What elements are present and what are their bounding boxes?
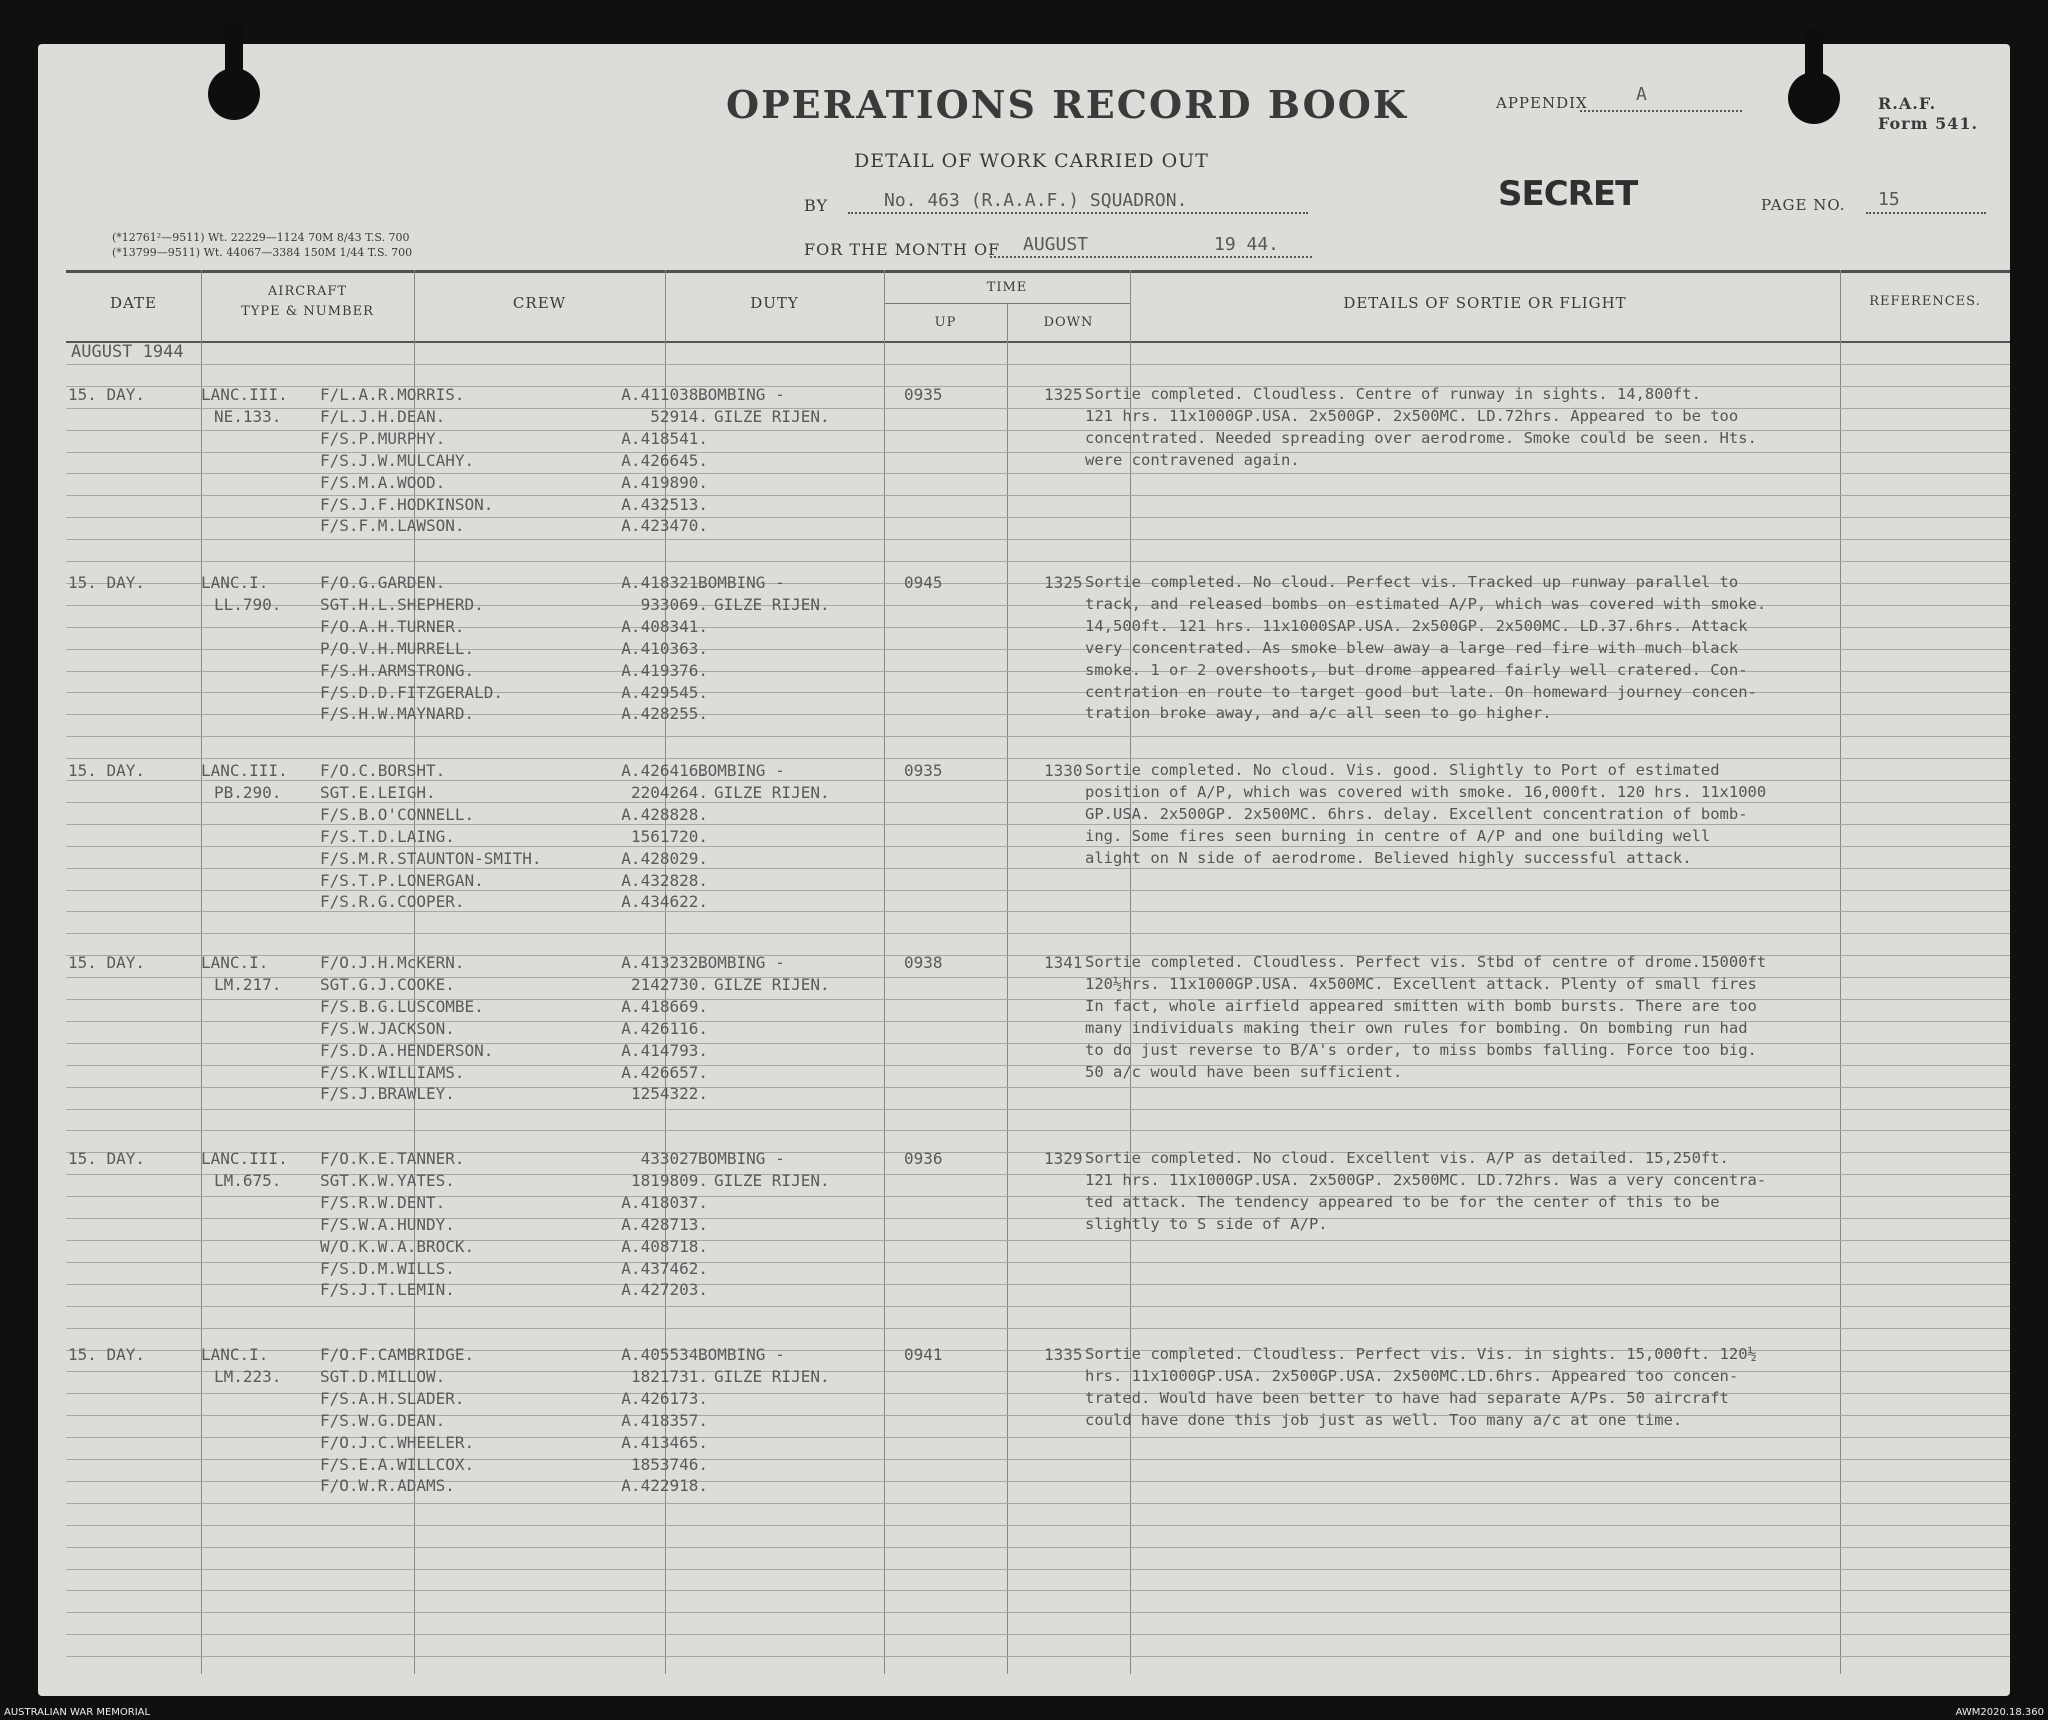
ruled-line xyxy=(66,1590,2010,1591)
duty-target: GILZE RIJEN. xyxy=(714,407,830,426)
secret-stamp: SECRET xyxy=(1498,174,1638,214)
crew-member: SGT.E.LEIGH. xyxy=(320,783,436,802)
page-no-dotted-line xyxy=(1866,212,1986,214)
crew-member: P/O.V.H.MURRELL. xyxy=(320,639,475,658)
service-number: A.428029. xyxy=(621,849,708,868)
crew-member: F/S.M.R.STAUNTON-SMITH. xyxy=(320,849,542,868)
crew-member: SGT.D.MILLOW. xyxy=(320,1367,446,1386)
month-label: FOR THE MONTH OF xyxy=(804,240,1001,259)
service-number: A.419376. xyxy=(621,661,708,680)
sortie-detail-line: Sortie completed. No cloud. Excellent vis. A/P as detailed. 15,250ft. xyxy=(1085,1149,1729,1167)
time-up: 0938 xyxy=(904,953,943,972)
service-number: 2204264. xyxy=(630,783,708,802)
page-title: OPERATIONS RECORD BOOK xyxy=(726,82,1408,127)
time-up: 0936 xyxy=(904,1149,943,1168)
crew-member: F/S.P.MURPHY. xyxy=(320,429,446,448)
time-up: 0935 xyxy=(904,761,943,780)
ruled-line xyxy=(66,539,2010,540)
entry-date: 15. DAY. xyxy=(68,1149,146,1168)
crew-member: F/S.J.T.LEMIN. xyxy=(320,1280,455,1299)
sortie-detail-line: hrs. 11x1000GP.USA. 2x500GP.USA. 2x500MC.LD.6hrs. Appeared too concen- xyxy=(1085,1367,1739,1385)
sortie-detail-line: trated. Would have been better to have had separate A/Ps. 50 aircraft xyxy=(1085,1389,1729,1407)
service-number: A.423470. xyxy=(621,516,708,535)
appendix-label: APPENDIX xyxy=(1496,94,1588,112)
crew-member: F/L.A.R.MORRIS. xyxy=(320,385,465,404)
ruled-line xyxy=(66,933,2010,934)
crew-member: F/S.H.W.MAYNARD. xyxy=(320,704,475,723)
by-dotted-line xyxy=(848,212,1308,214)
sortie-detail-line: In fact, whole airfield appeared smitten with bomb bursts. There are too xyxy=(1085,997,1757,1015)
service-number: A.426116. xyxy=(621,1019,708,1038)
sortie-detail-line: centration en route to target good but late. On homeward journey concen- xyxy=(1085,683,1757,701)
crew-member: F/O.K.E.TANNER. xyxy=(320,1149,465,1168)
aircraft-type: LANC.III. xyxy=(201,761,288,780)
sortie-detail-line: tration broke away, and a/c all seen to go higher. xyxy=(1085,704,1552,722)
service-number: A.422918. xyxy=(621,1476,708,1495)
form-label-line2: Form 541. xyxy=(1878,114,1979,133)
crew-member: F/O.F.CAMBRIDGE. xyxy=(320,1345,475,1364)
page-no-label: PAGE NO. xyxy=(1761,196,1846,214)
sortie-detail-line: position of A/P, which was covered with smoke. 16,000ft. 120 hrs. 11x1000 xyxy=(1085,783,1767,801)
col-divider-duty xyxy=(884,270,885,1674)
service-number: A.411038. xyxy=(621,385,708,404)
crew-member: F/O.W.R.ADAMS. xyxy=(320,1476,455,1495)
duty-line: BOMBING - xyxy=(698,385,785,404)
ruled-line xyxy=(66,1328,2010,1329)
ruled-line xyxy=(66,1634,2010,1635)
service-number: A.426416. xyxy=(621,761,708,780)
ruled-line xyxy=(66,736,2010,737)
print-code-line1: (*12761²—9511) Wt. 22229—1124 70M 8/43 T.S. 700 xyxy=(112,231,410,244)
print-code-line2: (*13799—9511) Wt. 44067—3384 150M 1/44 T.S. 700 xyxy=(112,246,413,259)
sortie-detail-line: alight on N side of aerodrome. Believed highly successful attack. xyxy=(1085,849,1692,867)
crew-member: F/S.W.A.HUNDY. xyxy=(320,1215,455,1234)
aircraft-type: LANC.I. xyxy=(201,1345,269,1364)
duty-line: BOMBING - xyxy=(698,1345,785,1364)
duty-line: BOMBING - xyxy=(698,761,785,780)
crew-member: F/S.B.G.LUSCOMBE. xyxy=(320,997,484,1016)
entry-date: 15. DAY. xyxy=(68,761,146,780)
service-number: A.434622. xyxy=(621,892,708,911)
binder-hole-right xyxy=(1788,72,1840,124)
entry-date: 15. DAY. xyxy=(68,1345,146,1364)
ruled-line xyxy=(66,1130,2010,1131)
time-down: 1330 xyxy=(1044,761,1083,780)
sortie-detail-line: to do just reverse to B/A's order, to miss bombs falling. Force too big. xyxy=(1085,1041,1757,1059)
service-number: A.418541. xyxy=(621,429,708,448)
ruled-line xyxy=(66,1547,2010,1548)
service-number: 1821731. xyxy=(630,1367,708,1386)
sortie-detail-line: Sortie completed. No cloud. Vis. good. Slightly to Port of estimated xyxy=(1085,761,1720,779)
service-number: 1561720. xyxy=(630,827,708,846)
sortie-detail-line: 50 a/c would have been sufficient. xyxy=(1085,1063,1403,1081)
header-time: TIME xyxy=(986,280,1028,295)
sortie-detail-line: were contravened again. xyxy=(1085,451,1300,469)
ruled-line xyxy=(66,1109,2010,1110)
by-label: BY xyxy=(804,196,829,215)
aircraft-number: PB.290. xyxy=(214,783,282,802)
header-bottom-border xyxy=(66,341,2010,343)
record-sheet xyxy=(38,44,2010,1696)
service-number: A.426173. xyxy=(621,1389,708,1408)
ruled-line xyxy=(66,1612,2010,1613)
service-number: A.408341. xyxy=(621,617,708,636)
footer-credit: AUSTRALIAN WAR MEMORIAL xyxy=(4,1707,151,1718)
ruled-line xyxy=(66,1525,2010,1526)
crew-member: F/S.K.WILLIAMS. xyxy=(320,1063,465,1082)
duty-target: GILZE RIJEN. xyxy=(714,595,830,614)
service-number: A.426645. xyxy=(621,451,708,470)
aircraft-number: LM.217. xyxy=(214,975,282,994)
service-number: A.418321. xyxy=(621,573,708,592)
crew-member: F/S.B.O'CONNELL. xyxy=(320,805,475,824)
service-number: A.405534. xyxy=(621,1345,708,1364)
crew-member: W/O.K.W.A.BROCK. xyxy=(320,1237,475,1256)
year-value: 19 44. xyxy=(1214,234,1280,255)
month-value: AUGUST xyxy=(1023,234,1089,255)
sortie-detail-line: Sortie completed. Cloudless. Perfect vis. Stbd of centre of drome.15000ft xyxy=(1085,953,1767,971)
sortie-detail-line: Sortie completed. No cloud. Perfect vis. Tracked up runway parallel to xyxy=(1085,573,1739,591)
service-number: 2142730. xyxy=(630,975,708,994)
time-up: 0945 xyxy=(904,573,943,592)
service-number: A.408718. xyxy=(621,1237,708,1256)
service-number: 433027. xyxy=(640,1149,708,1168)
sortie-detail-line: track, and released bombs on estimated A/P, which was covered with smoke. xyxy=(1085,595,1767,613)
aircraft-number: LL.790. xyxy=(214,595,282,614)
crew-member: F/S.D.D.FITZGERALD. xyxy=(320,683,504,702)
service-number: A.418037. xyxy=(621,1193,708,1212)
aircraft-number: NE.133. xyxy=(214,407,282,426)
crew-member: F/S.R.W.DENT. xyxy=(320,1193,446,1212)
crew-member: F/S.W.JACKSON. xyxy=(320,1019,455,1038)
crew-member: F/S.D.M.WILLS. xyxy=(320,1259,455,1278)
service-number: 1819809. xyxy=(630,1171,708,1190)
service-number: A.428255. xyxy=(621,704,708,723)
col-divider-up xyxy=(1007,303,1008,1674)
service-number: A.427203. xyxy=(621,1280,708,1299)
header-aircraft: AIRCRAFT xyxy=(267,284,348,299)
crew-member: F/S.M.A.WOOD. xyxy=(320,473,446,492)
crew-member: F/S.D.A.HENDERSON. xyxy=(320,1041,494,1060)
crew-member: SGT.G.J.COOKE. xyxy=(320,975,455,994)
sortie-detail-line: could have done this job just as well. Too many a/c at one time. xyxy=(1085,1411,1683,1429)
header-duty: DUTY xyxy=(750,294,799,312)
entry-date: 15. DAY. xyxy=(68,573,146,592)
sortie-detail-line: ted attack. The tendency appeared to be for the center of this to be xyxy=(1085,1193,1720,1211)
page-subtitle: DETAIL OF WORK CARRIED OUT xyxy=(854,150,1209,172)
time-down: 1341 xyxy=(1044,953,1083,972)
crew-member: F/S.T.P.LONERGAN. xyxy=(320,871,484,890)
time-up: 0941 xyxy=(904,1345,943,1364)
header-aircraft-type: TYPE & NUMBER xyxy=(241,304,374,319)
duty-line: BOMBING - xyxy=(698,1149,785,1168)
entry-date: 15. DAY. xyxy=(68,953,146,972)
crew-member: SGT.K.W.YATES. xyxy=(320,1171,455,1190)
aircraft-number: LM.223. xyxy=(214,1367,282,1386)
ruled-line xyxy=(66,364,2010,365)
crew-member: F/S.H.ARMSTRONG. xyxy=(320,661,475,680)
header-details: DETAILS OF SORTIE OR FLIGHT xyxy=(1343,294,1627,312)
header-time-down: DOWN xyxy=(1043,315,1094,330)
crew-member: F/S.J.W.MULCAHY. xyxy=(320,451,475,470)
service-number: A.432828. xyxy=(621,871,708,890)
service-number: A.432513. xyxy=(621,495,708,514)
crew-member: F/O.J.C.WHEELER. xyxy=(320,1433,475,1452)
service-number: A.418357. xyxy=(621,1411,708,1430)
duty-line: BOMBING - xyxy=(698,573,785,592)
crew-member: F/O.G.GARDEN. xyxy=(320,573,446,592)
time-down: 1325 xyxy=(1044,573,1083,592)
service-number: 52914. xyxy=(650,407,708,426)
duty-target: GILZE RIJEN. xyxy=(714,1367,830,1386)
time-down: 1325 xyxy=(1044,385,1083,404)
ruled-line xyxy=(66,1569,2010,1570)
crew-member: F/S.R.G.COOPER. xyxy=(320,892,465,911)
sortie-detail-line: 120½hrs. 11x1000GP.USA. 4x500MC. Excellent attack. Plenty of small fires xyxy=(1085,975,1757,993)
page-no-value: 15 xyxy=(1878,189,1900,210)
form-label-line1: R.A.F. xyxy=(1878,94,1937,113)
sortie-detail-line: ing. Some fires seen burning in centre of A/P and one building well xyxy=(1085,827,1711,845)
ruled-line xyxy=(66,1306,2010,1307)
service-number: A.428713. xyxy=(621,1215,708,1234)
sortie-detail-line: 14,500ft. 121 hrs. 11x1000SAP.USA. 2x500GP. 2x500MC. LD.37.6hrs. Attack xyxy=(1085,617,1748,635)
sortie-detail-line: very concentrated. As smoke blew away a large red fire with much black xyxy=(1085,639,1739,657)
time-down: 1329 xyxy=(1044,1149,1083,1168)
ruled-line xyxy=(66,758,2010,759)
sortie-detail-line: GP.USA. 2x500GP. 2x500MC. 6hrs. delay. Excellent concentration of bomb- xyxy=(1085,805,1748,823)
time-down: 1335 xyxy=(1044,1345,1083,1364)
service-number: 1853746. xyxy=(630,1455,708,1474)
aircraft-type: LANC.I. xyxy=(201,953,269,972)
sortie-detail-line: concentrated. Needed spreading over aerodrome. Smoke could be seen. Hts. xyxy=(1085,429,1757,447)
header-date: DATE xyxy=(110,294,157,312)
service-number: A.437462. xyxy=(621,1259,708,1278)
service-number: A.414793. xyxy=(621,1041,708,1060)
crew-member: F/S.A.H.SLADER. xyxy=(320,1389,465,1408)
service-number: A.429545. xyxy=(621,683,708,702)
duty-target: GILZE RIJEN. xyxy=(714,1171,830,1190)
service-number: A.413232. xyxy=(621,953,708,972)
aircraft-type: LANC.III. xyxy=(201,385,288,404)
crew-member: F/O.C.BORSHT. xyxy=(320,761,446,780)
ruled-line xyxy=(66,1503,2010,1504)
duty-target: GILZE RIJEN. xyxy=(714,975,830,994)
service-number: A.410363. xyxy=(621,639,708,658)
table-top-border xyxy=(66,270,2010,273)
sortie-detail-line: many individuals making their own rules for bombing. On bombing run had xyxy=(1085,1019,1748,1037)
crew-member: F/L.J.H.DEAN. xyxy=(320,407,446,426)
crew-member: F/S.W.G.DEAN. xyxy=(320,1411,446,1430)
month-dotted-line xyxy=(990,256,1312,258)
entry-date: 15. DAY. xyxy=(68,385,146,404)
crew-member: F/O.J.H.McKERN. xyxy=(320,953,465,972)
crew-member: F/O.A.H.TURNER. xyxy=(320,617,465,636)
crew-member: F/S.J.BRAWLEY. xyxy=(320,1084,455,1103)
header-references: REFERENCES. xyxy=(1869,294,1981,309)
duty-line: BOMBING - xyxy=(698,953,785,972)
sortie-detail-line: Sortie completed. Cloudless. Perfect vis. Vis. in sights. 15,000ft. 120½ xyxy=(1085,1345,1757,1363)
aircraft-type: LANC.I. xyxy=(201,573,269,592)
time-up: 0935 xyxy=(904,385,943,404)
aircraft-type: LANC.III. xyxy=(201,1149,288,1168)
crew-member: F/S.T.D.LAING. xyxy=(320,827,455,846)
crew-member: F/S.E.A.WILLCOX. xyxy=(320,1455,475,1474)
service-number: 1254322. xyxy=(630,1084,708,1103)
duty-target: GILZE RIJEN. xyxy=(714,783,830,802)
service-number: A.426657. xyxy=(621,1063,708,1082)
section-label-month: AUGUST 1944 xyxy=(71,342,184,362)
service-number: A.428828. xyxy=(621,805,708,824)
service-number: A.419890. xyxy=(621,473,708,492)
crew-member: SGT.H.L.SHEPHERD. xyxy=(320,595,484,614)
aircraft-number: LM.675. xyxy=(214,1171,282,1190)
ruled-line xyxy=(66,1656,2010,1657)
appendix-dotted-line xyxy=(1580,110,1742,112)
sortie-detail-line: Sortie completed. Cloudless. Centre of runway in sights. 14,800ft. xyxy=(1085,385,1701,403)
binder-hole-left xyxy=(208,68,260,120)
sortie-detail-line: 121 hrs. 11x1000GP.USA. 2x500GP. 2x500MC. LD.72hrs. Appeared to be too xyxy=(1085,407,1739,425)
sortie-detail-line: 121 hrs. 11x1000GP.USA. 2x500GP. 2x500MC. LD.72hrs. Was a very concentra- xyxy=(1085,1171,1767,1189)
sortie-detail-line: slightly to S side of A/P. xyxy=(1085,1215,1328,1233)
header-time-up: UP xyxy=(934,315,957,330)
service-number: A.413465. xyxy=(621,1433,708,1452)
header-crew: CREW xyxy=(512,294,567,312)
crew-member: F/S.J.F.HODKINSON. xyxy=(320,495,494,514)
crew-member: F/S.F.M.LAWSON. xyxy=(320,516,465,535)
ruled-line xyxy=(66,561,2010,562)
service-number: A.418669. xyxy=(621,997,708,1016)
footer-accession: AWM2020.18.360 xyxy=(1955,1707,2044,1718)
squadron-value: No. 463 (R.A.A.F.) SQUADRON. xyxy=(884,190,1188,211)
sortie-detail-line: smoke. 1 or 2 overshoots, but drome appeared fairly well cratered. Con- xyxy=(1085,661,1748,679)
service-number: 933069. xyxy=(640,595,708,614)
appendix-value: A xyxy=(1636,84,1647,105)
